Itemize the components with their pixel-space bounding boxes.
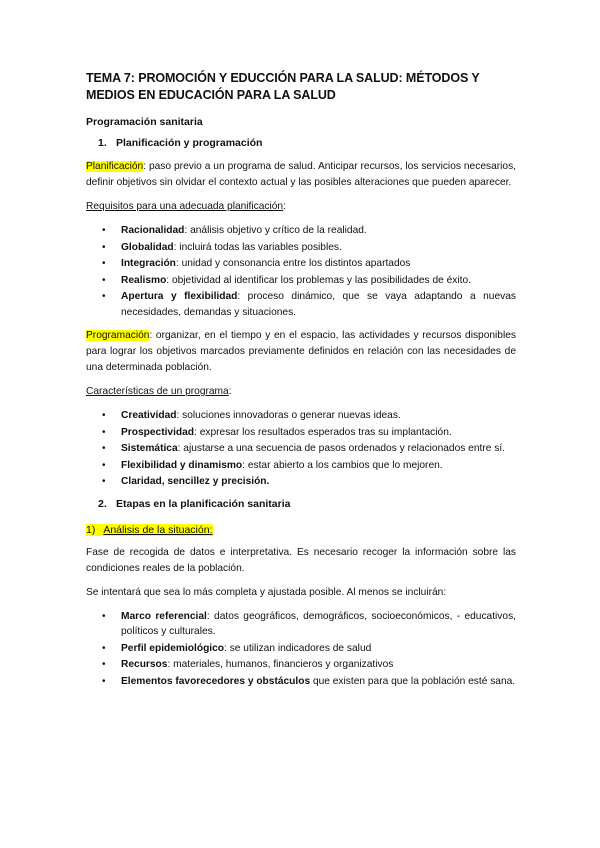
item-term: Globalidad [121,241,174,253]
bullet-icon: • [102,291,106,302]
bullet-icon: • [102,258,106,269]
caracteristicas-heading [86,384,516,400]
item-text: : expresar los resultados esperados tras su implantación. [194,426,452,438]
list-item [86,674,516,690]
item-term: Perfil epidemiológico [121,642,225,654]
item-text: : datos geográficos, demográficos, socioeconómicos, - educativos, políticos y culturales. [121,610,516,637]
heading-etapas [86,498,516,510]
list-item [86,408,516,424]
list-item [86,474,516,490]
bullet-icon: • [102,443,106,454]
bullet-icon: • [102,225,106,236]
highlight-term: Programación [86,330,150,341]
bullet-icon: • [102,410,106,421]
heading-planificacion-programacion [86,137,516,149]
bullet-icon: • [102,610,106,622]
list-item [86,223,516,239]
paragraph-text: : organizar, en el tiempo y en el espacio, las actividades y recursos disponibles para lograr los objetivos marcados previamente definidos en relación con las necesidades de una determinada población. [86,330,516,373]
list-item [86,425,516,441]
item-term: Claridad, sencillez y precisión. [121,476,270,487]
bullet-icon: • [102,274,106,286]
paragraph-programacion [86,328,516,376]
list-item [86,458,516,474]
list-item [86,441,516,457]
heading-number: 2. [98,497,107,510]
item-term: Prospectividad [121,426,195,438]
list-item [86,256,516,272]
bullet-icon: • [102,241,106,253]
item-text: : ajustarse a una secuencia de pasos ordenados y relacionados entre sí. [177,443,505,454]
caracteristicas-list [86,408,516,490]
heading-number: 1. [98,137,107,149]
paragraph-planificacion [86,159,516,191]
item-term: Racionalidad [121,225,185,236]
item-term: Sistemática [121,443,178,454]
item-text: : estar abierto a los cambios que lo mejoren. [242,459,443,471]
paragraph-intentara: Se intentará que sea lo más completa y ajustada posible. Al menos se incluirán: [86,586,447,598]
heading-label: Planificación y programación [116,137,263,149]
subheading-label: Análisis de la situación: [103,523,213,536]
item-text: : unidad y consonancia entre los distintos apartados [175,258,411,269]
item-term: Integración [121,258,176,269]
document-page [86,70,516,697]
requisitos-heading [86,199,516,215]
bullet-icon: • [102,459,106,471]
item-term: Marco referencial [121,610,207,622]
subheading-analisis [86,524,213,536]
highlight-term: Planificación [86,161,144,172]
list-item [86,240,516,256]
bullet-icon: • [102,659,106,670]
heading-label: Etapas en la planificación sanitaria [116,497,291,510]
item-term: Realismo [121,274,167,286]
list-item [86,657,516,673]
requisitos-list [86,223,516,320]
heading-colon: : [228,386,232,397]
item-text: : proceso dinámico, que se vaya adaptando a nuevas necesidades, demandas y situaciones. [121,291,516,318]
item-text: : análisis objetivo y crítico de la realidad. [184,225,367,236]
item-text: : incluirá todas las variables posibles. [173,241,342,253]
bullet-icon: • [102,476,106,487]
paragraph-text: : paso previo a un programa de salud. Anticipar recursos, los servicios necesarios, definir objetivos sin olvidar el contexto actual y las posibles alteraciones que pueden aparecer. [86,161,516,188]
item-term: Recursos [121,659,168,670]
paragraph-fase: Fase de recogida de datos e interpretativa. Es necesario recoger la información sobre las condiciones reales de la población. [86,546,516,574]
item-text: : se utilizan indicadores de salud [224,642,372,654]
list-item [86,289,516,320]
bullet-icon: • [102,426,106,438]
item-text: : objetividad al identificar los problemas y las posibilidades de éxito. [166,274,471,286]
list-item [86,609,516,640]
item-text: : soluciones innovadoras o generar nuevas ideas. [176,410,401,421]
heading-colon: : [283,201,286,212]
list-item [86,641,516,657]
item-text: : materiales, humanos, financieros y organizativos [167,659,394,670]
section-heading-programacion: Programación sanitaria [86,116,203,128]
underlined-heading: Características de un programa [86,386,229,397]
bullet-icon: • [102,642,106,654]
document-title: TEMA 7: PROMOCIÓN Y EDUCCIÓN PARA LA SALUD: MÉTODOS Y MEDIOS EN EDUCACIÓN PARA LA SALUD [86,71,480,102]
item-term: Creatividad [121,410,177,421]
item-term: Elementos favorecedores y obstáculos [121,675,311,687]
incluiran-list [86,609,516,690]
item-term: Flexibilidad y dinamismo [121,459,243,471]
item-term: Apertura y flexibilidad [121,291,238,302]
list-item [86,273,516,289]
item-text: que existen para que la población esté sana. [310,675,516,687]
subheading-number: 1) [86,523,96,536]
bullet-icon: • [102,675,106,687]
underlined-heading: Requisitos para una adecuada planificación [86,201,284,212]
